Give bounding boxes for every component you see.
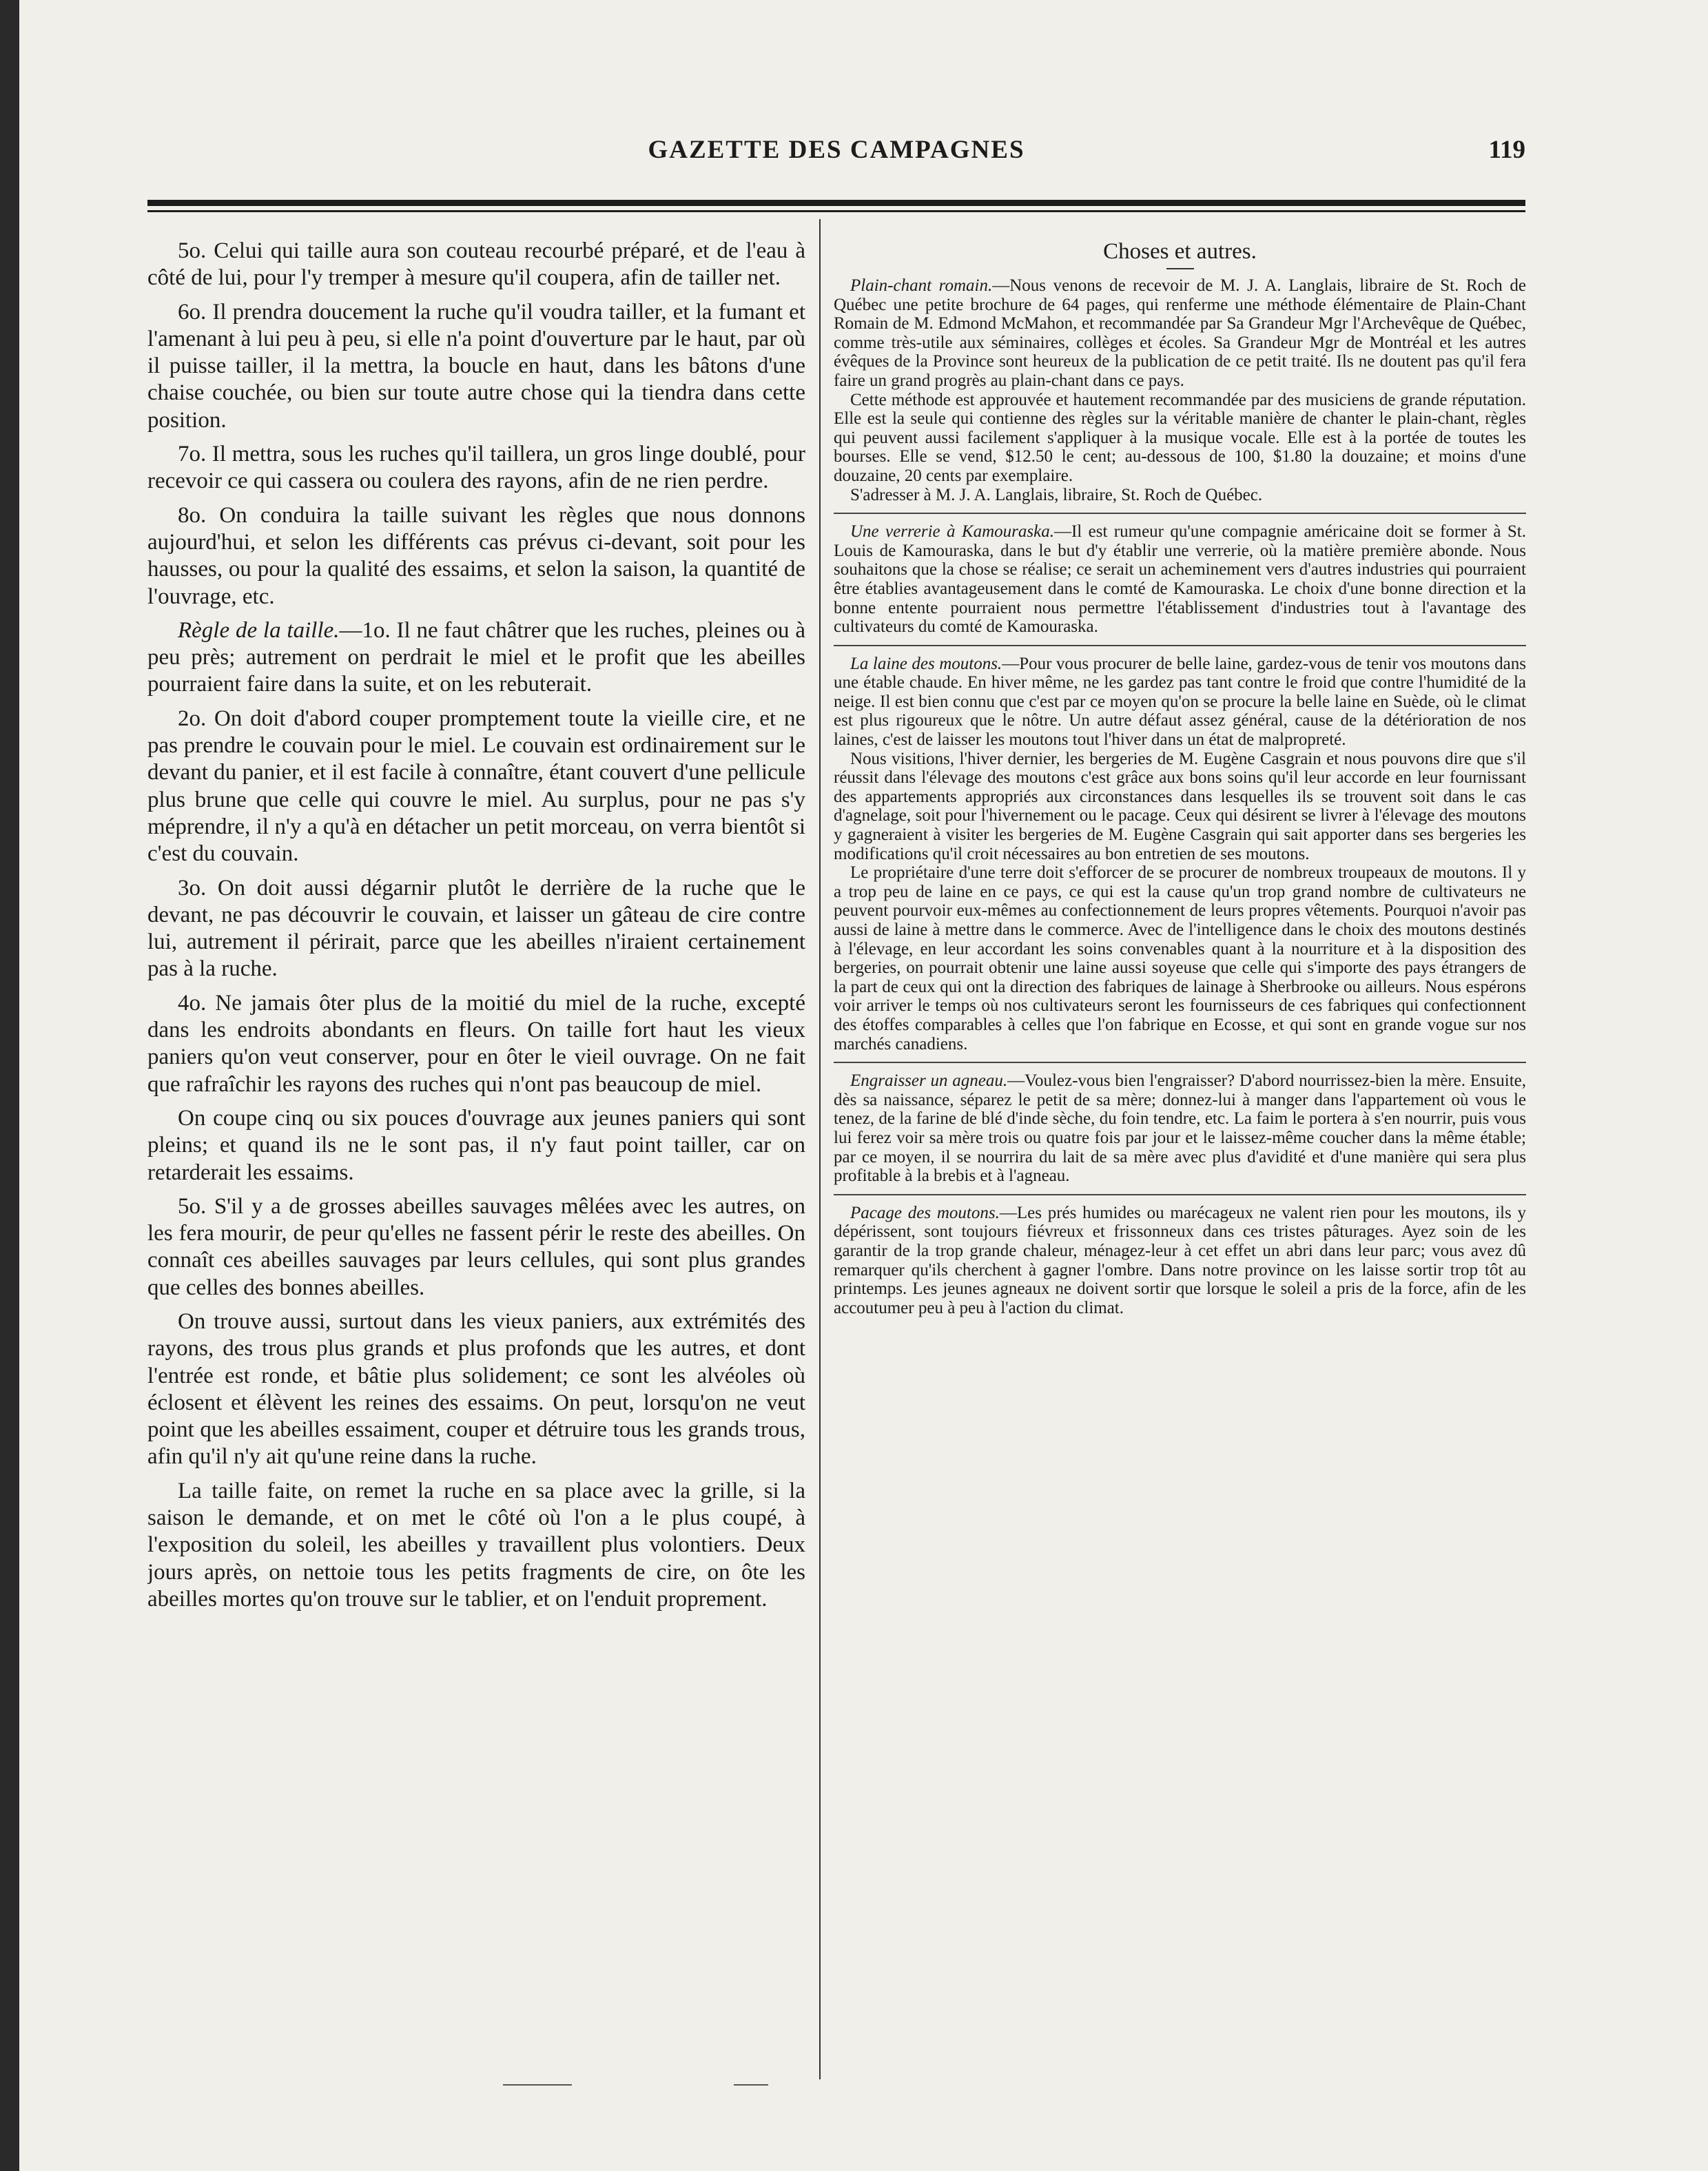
page-title: GAZETTE DES CAMPAGNES: [648, 136, 1025, 164]
item-lead: Une verrerie à Kamouraska.: [850, 522, 1054, 542]
paragraph-text: On coupe cinq ou six pouces d'ouvrage aux jeunes paniers qui sont pleins; et quand ils ne le sont pas, il n'y faut point tailler, car on retarderait les essaims.: [147, 1105, 805, 1185]
item-text: —Il est rumeur qu'une compagnie américaine doit se former à St. Louis de Kamouraska, dans le but d'y établir une verrerie, où la matière première abonde. Nous souhaitons que la chose se réalise; ce serait un acheminement vers d'autres industries qui pourraient être établies avantageusement dans le comté de Kamouraska. Le choix d'une bonne direction et la bonne entente pourraient nous permettre l'établissement d'industries tout à l'avantage des cultivateurs du comté de Kamouraska.: [834, 522, 1526, 637]
item-paragraph: S'adresser à M. J. A. Langlais, libraire, St. Roch de Québec.: [850, 485, 1263, 504]
item-text: —Nous venons de recevoir de M. J. A. Langlais, libraire de St. Roch de Québec une petite brochure de 64 pages, qui renferme une méthode élémentaire de Plain-Chant Romain de M. Edmond McMahon, et recommandée par Sa Grandeur Mgr l'Archevêque de Québec, comme très-utile aux séminaires, collèges et écoles. Sa Grandeur Mgr de Montréal et les autres évêques de la Province sont heureux de la publication de ce petit traité. Ils ne doutent pas qu'il fera faire un grand progrès au plain-chant dans ce pays.: [834, 276, 1526, 390]
news-item-verrerie: [834, 522, 1526, 637]
paragraph-text: 5o. Celui qui taille aura son couteau recourbé préparé, et de l'eau à côté de lui, pour l'y tremper à mesure qu'il coupera, afin de tailler net.: [147, 238, 805, 291]
paragraph: [147, 1193, 805, 1301]
paragraph-lead: Règle de la taille.: [178, 617, 340, 643]
item-paragraph: [834, 1071, 1526, 1186]
paragraph: [147, 1105, 805, 1186]
paragraph-text: 2o. On doit d'abord couper promptement toute la vieille cire, et ne pas prendre le couvain pour le miel. Le couvain est ordinairement sur le devant du panier, et il est facile à connaître, étant couvert d'une pellicule plus brune que celle qui couvre le miel. Au surplus, pour ne pas s'y méprendre, il n'y a qu'à en détacher un petit morceau, on verra bientôt si c'est du couvain.: [147, 706, 805, 867]
column-divider: [819, 219, 821, 2079]
paragraph: [147, 299, 805, 434]
paragraph: [147, 1308, 805, 1471]
news-item-laine: [834, 655, 1526, 1053]
running-head: [147, 135, 1525, 176]
paragraph: [147, 706, 805, 868]
paragraph-text: 3o. On doit aussi dégarnir plutôt le derrière de la ruche que le devant, ne pas découvrir le couvain, et laisser un gâteau de cire contre lui, autrement il périrait, parce que les abeilles n'iraient certainement pas à la ruche.: [147, 875, 805, 982]
paragraph: [147, 990, 805, 1098]
item-divider: [834, 1194, 1526, 1195]
item-paragraph: [834, 276, 1526, 391]
item-divider: [834, 1062, 1526, 1063]
item-paragraph: [834, 1204, 1526, 1318]
paragraph: [147, 238, 805, 292]
item-lead: La laine des moutons.: [850, 654, 1002, 673]
item-paragraph: Cette méthode est approuvée et hautement recommandée par des musiciens de grande réputation. Elle est la seule qui contienne des règles sur la véritable manière de chanter le plain-chant, règles qui peuvent aussi facilement s'appliquer à la musique vocale. Elle est à la portée de toutes les bourses. Elle se vend, $12.50 le cent; au-dessous de 100, $1.80 la douzaine; et moins d'une douzaine, 20 cents par exemplaire.: [834, 390, 1526, 485]
paragraph: [147, 502, 805, 610]
paragraph-text: On trouve aussi, surtout dans les vieux paniers, aux extrémités des rayons, des trous plus grands et plus profonds que les autres, et dont l'entrée est ronde, et bâtie plus solidement; ce sont les alvéoles où éclosent et élèvent les reines des essaims. On peut, lorsqu'on ne veut point que les abeilles essaiment, couper et détruire tous les grands trous, afin qu'il n'y ait qu'une reine dans la ruche.: [147, 1308, 805, 1470]
item-lead: Plain-chant romain.: [850, 276, 993, 295]
paragraph-text: La taille faite, on remet la ruche en sa place avec la grille, si la saison le demande, et on met le côté où l'on a le plus coupé, à l'exposition du soleil, les abeilles y travaillent plus volontiers. Deux jours après, on nettoie tous les petits fragments de cire, on ôte les abeilles mortes qu'on trouve sur le tablier, et on l'enduit proprement.: [147, 1478, 805, 1612]
news-item-plain-chant: [834, 276, 1526, 504]
item-lead: Engraisser un agneau.: [850, 1071, 1008, 1091]
footer-rule-right: [734, 2084, 768, 2086]
paragraph: [147, 1478, 805, 1613]
item-paragraph: [834, 522, 1526, 637]
item-divider: [834, 513, 1526, 514]
paragraph: [147, 875, 805, 983]
paragraph-text: 6o. Il prendra doucement la ruche qu'il voudra tailler, et la fumant et l'amenant à lui peu à peu, si elle n'a point d'ouverture par le haut, par où il puisse tailler, il la mettra, la boucle en haut, dans les bâtons d'une chaise couchée, ou bien sur toute autre chose qui la tiendra dans cette position.: [147, 299, 805, 433]
header-rule-thick: [147, 200, 1525, 206]
page-binding-edge: [0, 0, 19, 2171]
page-number: 119: [1488, 136, 1525, 164]
paragraph: [147, 617, 805, 699]
footer-rule-left: [503, 2084, 572, 2086]
section-title-rule: [1166, 268, 1194, 269]
section-title: Choses et autres.: [1103, 239, 1257, 264]
item-lead: Pacage des moutons.: [850, 1203, 1000, 1222]
paragraph-text: 4o. Ne jamais ôter plus de la moitié du miel de la ruche, excepté dans les endroits abondants en fleurs. On taille fort haut les vieux paniers qu'on veut conserver, pour en ôter le vieil ouvrage. On ne fait que rafraîchir les rayons des ruches qui n'ont pas beaucoup de miel.: [147, 990, 805, 1097]
paragraph-text: 5o. S'il y a de grosses abeilles sauvages mêlées avec les autres, on les fera mourir, de peur qu'elles ne fassent périr le reste des abeilles. On connaît ces abeilles sauvages par leurs cellules, qui sont plus grandes que celles des bonnes abeilles.: [147, 1193, 805, 1300]
item-text: —Voulez-vous bien l'engraisser? D'abord nourrissez-bien la mère. Ensuite, dès sa naissance, séparez le petit de sa mère; donnez-lui à manger dans l'appartement où vous le tenez, de la farine de blé d'inde sèche, du foin tendre, etc. La faim le portera à s'en nourrir, puis vous lui ferez voir sa mère trois ou quatre fois par jour et le laissez-même coucher dans la même étable; par ce moyen, il se nourrira du lait de sa mère avec plus d'avidité et d'une manière qui sera plus profitable à la brebis et à l'agneau.: [834, 1071, 1526, 1186]
left-column: [147, 238, 805, 2126]
item-text: —Pour vous procurer de belle laine, gardez-vous de tenir vos moutons dans une étable chaude. En hiver même, ne les gardez pas tant contre le froid que contre l'humidité de la neige. Il est bien connu que c'est par ce moyen qu'on se procure la belle laine en Suède, où le climat est plus rigoureux que le nôtre. Un autre défaut assez général, cause de la détérioration de nos laines, c'est de laisser les moutons tout l'hiver dans un état de malpropreté.: [834, 654, 1526, 750]
right-column: [834, 238, 1526, 2126]
item-text: —Les prés humides ou marécageux ne valent rien pour les moutons, ils y dépérissent, sont toujours fiévreux et frissonneux dans ces tristes pâturages. Ayez soin de les garantir de la trop grande chaleur, ménagez-leur à cet effet un abri dans leur parc; vous avez dû remarquer qu'ils cherchent à gagner l'ombre. Dans notre province on les laisse sortir trop tôt au printemps. Les jeunes agneaux ne doivent sortir que lorsque le soleil a pris de la force, afin de les accoutumer peu à peu à l'action du climat.: [834, 1203, 1526, 1317]
news-item-agneau: [834, 1071, 1526, 1186]
paragraph-text: 7o. Il mettra, sous les ruches qu'il taillera, un gros linge doublé, pour recevoir ce qui cassera ou coulera des rayons, afin de ne rien perdre.: [147, 442, 805, 494]
header-rule-thin: [147, 210, 1525, 212]
item-divider: [834, 645, 1526, 646]
item-paragraph: [834, 655, 1526, 750]
paragraph-text: 8o. On conduira la taille suivant les règles que nous donnons aujourd'hui, et selon les différents cas prévus ci-devant, soit pour les hausses, ou pour la qualité des essaims, et selon la saison, la quantité de l'ouvrage, etc.: [147, 502, 805, 609]
news-item-pacage: [834, 1204, 1526, 1318]
item-paragraph: Le propriétaire d'une terre doit s'efforcer de se procurer de nombreux troupeaux de moutons. Il y a trop peu de laine en ce pays, ce qui est la cause qu'un trop grand nombre de cultivateurs ne peuvent pourvoir eux-mêmes au confectionnement de leurs propres vêtements. Pourquoi n'avoir pas aussi de laine à mettre dans le commerce. Avec de l'intelligence dans le choix des moutons destinés à l'élevage, en leur accordant les soins convenables quant à la nourriture et à la disposition des bergeries, on pourrait obtenir une laine aussi soyeuse que celle qui s'importe des pays étrangers de la part de ceux qui ont la direction des fabriques de lainage à Sherbrooke ou ailleurs. Nous espérons voir arriver le temps où nos cultivateurs seront les fournisseurs de ces fabriques qui confectionnent des étoffes comparables à celles que l'on fabrique en Ecosse, et qui sont en grande vogue sur nos marchés canadiens.: [834, 863, 1526, 1053]
paragraph-text: —1o. Il ne faut châtrer que les ruches, pleines ou à peu près; autrement on perdrait le miel et le profit que les abeilles pourraient faire dans la suite, et on les rebuterait.: [147, 617, 805, 697]
paragraph: [147, 441, 805, 495]
item-paragraph: Nous visitions, l'hiver dernier, les bergeries de M. Eugène Casgrain et nous pouvons dire que s'il réussit dans l'élevage des moutons c'est grâce aux bons soins qu'il leur accorde en leur fournissant des appartements appropriés aux circonstances dans lesquelles ils se trouvent soit dans le cas d'agnelage, soit pour l'hivernement ou le pacage. Ceux qui désirent se livrer à l'élevage des moutons y gagneraient à visiter les bergeries de M. Eugène Casgrain qui sait apporter dans ses bergeries les modifications qu'il croit nécessaires au bon entretien de ses moutons.: [834, 749, 1526, 863]
